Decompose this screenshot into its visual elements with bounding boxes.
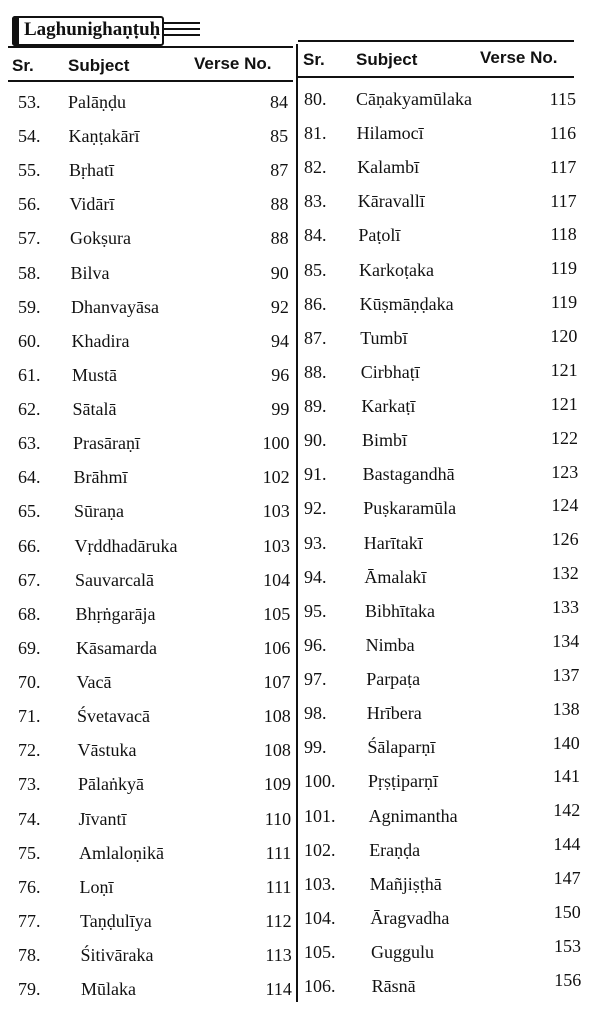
table-row xyxy=(18,876,292,907)
serial-number: 97. xyxy=(304,669,327,690)
verse-number: 121 xyxy=(550,393,578,414)
table-row xyxy=(18,467,288,497)
subject-name: Bastagandhā xyxy=(362,464,455,485)
verse-number: 147 xyxy=(553,868,581,888)
verse-number: 117 xyxy=(550,156,577,177)
table-row xyxy=(304,901,581,938)
serial-number: 76. xyxy=(18,876,41,897)
verse-number: 133 xyxy=(552,597,579,618)
table-row xyxy=(304,766,580,801)
serial-number: 89. xyxy=(304,396,327,417)
subject-name: Taṇḍulīya xyxy=(80,910,152,931)
subject-name: Hrībera xyxy=(366,703,422,724)
subject-name: Mustā xyxy=(72,364,117,385)
serial-number: 62. xyxy=(18,399,41,420)
table-row xyxy=(18,160,288,190)
verse-number: 106 xyxy=(263,637,291,658)
table-row xyxy=(18,979,292,1009)
subject-name: Loṇī xyxy=(79,876,114,897)
verse-number: 122 xyxy=(551,427,578,448)
subject-name: Bimbī xyxy=(362,430,408,451)
verse-number: 144 xyxy=(553,834,581,855)
subject-name: Bṛhatī xyxy=(69,160,114,181)
table-row xyxy=(18,842,292,873)
subject-name: Śvetavacā xyxy=(77,706,150,727)
subject-name: Vidārī xyxy=(69,194,115,215)
serial-number: 54. xyxy=(18,126,41,147)
table-row xyxy=(304,698,580,733)
subject-name: Cāṇakyamūlaka xyxy=(356,89,472,109)
verse-number: 123 xyxy=(551,461,579,482)
verse-number: 115 xyxy=(549,89,576,109)
subject-name: Brāhmī xyxy=(73,467,128,488)
table-row xyxy=(18,263,288,293)
serial-number: 101. xyxy=(304,805,336,826)
verse-number: 92 xyxy=(270,296,289,317)
table-row xyxy=(304,89,574,119)
serial-number: 56. xyxy=(18,194,41,215)
verse-number: 88 xyxy=(270,228,289,249)
verse-number: 111 xyxy=(265,876,292,897)
subject-name: Vacā xyxy=(76,672,112,693)
serial-number: 88. xyxy=(304,361,327,382)
subject-name: Eraṇḍa xyxy=(369,839,421,860)
serial-number: 67. xyxy=(18,569,41,590)
subject-name: Karkoṭaka xyxy=(359,259,434,280)
table-row xyxy=(304,935,581,972)
verse-number: 126 xyxy=(551,529,579,550)
subject-name: Nimba xyxy=(365,634,415,655)
table-row xyxy=(18,637,291,668)
verse-number: 109 xyxy=(264,774,291,795)
verse-number: 110 xyxy=(264,808,292,829)
verse-number: 100 xyxy=(262,433,290,454)
verse-number: 104 xyxy=(263,569,291,590)
table-row xyxy=(18,399,288,429)
serial-number: 60. xyxy=(18,330,41,351)
subject-name: Bibhītaka xyxy=(365,600,435,621)
subject-name: Cirbhaṭī xyxy=(360,361,420,382)
serial-number: 83. xyxy=(304,191,327,212)
table-row xyxy=(304,224,577,255)
header-verse-right: Verse No. xyxy=(480,48,558,67)
serial-number: 77. xyxy=(18,910,41,931)
subject-name: Dhanvayāsa xyxy=(71,296,159,317)
table-row xyxy=(304,529,579,563)
header-verse-left: Verse No. xyxy=(194,54,272,73)
subject-name: Karkaṭī xyxy=(361,396,416,417)
table-row xyxy=(304,122,577,153)
serial-number: 69. xyxy=(18,637,41,658)
serial-number: 68. xyxy=(18,603,41,624)
table-row xyxy=(18,126,288,156)
serial-number: 71. xyxy=(18,706,41,727)
table-row xyxy=(304,732,580,767)
serial-number: 74. xyxy=(18,808,41,829)
subject-name: Palāṇḍu xyxy=(68,92,126,112)
verse-number: 108 xyxy=(263,706,291,727)
table-row xyxy=(18,501,288,531)
serial-number: 94. xyxy=(304,566,327,587)
header-subject-left: Subject xyxy=(68,56,130,75)
serial-number: 93. xyxy=(304,532,327,553)
table-row xyxy=(304,156,577,187)
table-row xyxy=(18,228,288,258)
verse-number: 116 xyxy=(549,122,577,143)
page-title: Laghunighaṇṭuḥ xyxy=(24,19,161,40)
verse-number: 112 xyxy=(265,910,292,931)
serial-number: 55. xyxy=(18,160,41,181)
subject-name: Āragvadha xyxy=(370,907,450,928)
table-row xyxy=(18,740,291,770)
table-row xyxy=(304,461,579,494)
table-row xyxy=(304,969,582,1006)
header-sr-right: Sr. xyxy=(303,50,325,69)
subject-name: Śālaparṇī xyxy=(367,737,436,758)
table-row xyxy=(18,297,288,327)
verse-number: 138 xyxy=(552,698,580,719)
serial-number: 73. xyxy=(18,774,41,795)
table-row xyxy=(18,706,291,736)
serial-number: 82. xyxy=(304,157,327,178)
subject-name: Hilamocī xyxy=(356,123,424,144)
table-row xyxy=(304,495,579,528)
table-row xyxy=(18,569,291,600)
verse-number: 140 xyxy=(552,732,580,753)
subject-name: Vāstuka xyxy=(77,740,137,761)
subject-name: Guggulu xyxy=(371,942,434,962)
verse-number: 103 xyxy=(262,501,290,522)
subject-name: Sātalā xyxy=(72,399,117,420)
verse-number: 114 xyxy=(265,979,292,1000)
verse-number: 113 xyxy=(265,945,292,965)
serial-number: 78. xyxy=(18,945,41,965)
table-row xyxy=(18,603,291,634)
verse-number: 119 xyxy=(550,258,577,279)
verse-number: 156 xyxy=(554,969,582,990)
subject-name: Agnimantha xyxy=(368,805,458,826)
serial-number: 98. xyxy=(304,703,327,724)
subject-name: Bhṛṅgarāja xyxy=(75,603,156,624)
verse-number: 141 xyxy=(553,766,580,787)
right-top-rule xyxy=(298,40,574,42)
table-row xyxy=(18,365,288,395)
serial-number: 81. xyxy=(304,123,327,144)
verse-number: 108 xyxy=(263,740,291,761)
subject-name: Kāsamarda xyxy=(76,637,157,658)
verse-number: 87 xyxy=(270,160,289,181)
verse-number: 153 xyxy=(554,935,581,956)
serial-number: 80. xyxy=(304,89,327,109)
subject-name: Sauvarcalā xyxy=(75,569,154,590)
subject-name: Pṛṣṭiparṇī xyxy=(368,771,438,792)
serial-number: 103. xyxy=(304,873,336,894)
serial-number: 99. xyxy=(304,737,327,758)
verse-number: 134 xyxy=(552,630,580,651)
subject-name: Parpaṭa xyxy=(366,669,421,690)
serial-number: 65. xyxy=(18,501,41,522)
serial-number: 90. xyxy=(304,430,327,451)
table-row xyxy=(304,868,581,904)
verse-number: 103 xyxy=(262,535,290,556)
left-header-rule xyxy=(8,80,293,82)
table-row xyxy=(18,536,288,566)
verse-number: 111 xyxy=(265,842,292,863)
table-row xyxy=(304,563,579,597)
subject-name: Tumbī xyxy=(360,327,408,348)
verse-number: 94 xyxy=(271,330,290,351)
subject-name: Mūlaka xyxy=(81,979,136,1000)
subject-name: Āmalakī xyxy=(364,566,427,587)
table-row xyxy=(304,800,581,836)
verse-number: 121 xyxy=(550,359,578,380)
subject-name: Puṣkaramūla xyxy=(363,498,457,519)
serial-number: 53. xyxy=(18,92,41,112)
table-row xyxy=(304,292,578,324)
column-divider xyxy=(296,44,298,1002)
serial-number: 104. xyxy=(304,907,336,928)
right-header-rule xyxy=(298,76,574,78)
verse-number: 150 xyxy=(553,901,581,922)
table-row xyxy=(304,630,580,665)
serial-number: 85. xyxy=(304,259,327,280)
serial-number: 66. xyxy=(18,535,41,556)
verse-number: 99 xyxy=(271,399,290,420)
serial-number: 84. xyxy=(304,225,327,246)
table-row xyxy=(304,427,578,460)
serial-number: 59. xyxy=(18,296,41,317)
table-row xyxy=(18,433,288,463)
verse-number: 120 xyxy=(550,326,578,347)
serial-number: 57. xyxy=(18,228,41,249)
serial-number: 86. xyxy=(304,293,327,314)
table-row xyxy=(304,834,581,870)
verse-number: 142 xyxy=(553,800,581,821)
table-row xyxy=(304,664,580,699)
subject-name: Kāravallī xyxy=(357,191,425,212)
subject-name: Harītakī xyxy=(363,532,423,553)
subject-name: Rāsnā xyxy=(371,976,416,997)
serial-number: 58. xyxy=(18,262,41,283)
serial-number: 72. xyxy=(18,740,41,761)
serial-number: 105. xyxy=(304,942,336,962)
subject-name: Vṛddhadāruka xyxy=(74,535,178,556)
verse-number: 102 xyxy=(262,467,290,488)
title-box xyxy=(12,16,164,46)
table-row xyxy=(18,910,292,941)
subject-name: Sūraṇa xyxy=(74,501,124,522)
serial-number: 106. xyxy=(304,976,336,997)
table-row xyxy=(18,92,288,122)
serial-number: 92. xyxy=(304,498,327,519)
verse-number: 88 xyxy=(270,194,289,215)
table-row xyxy=(18,774,291,804)
subject-name: Pālaṅkyā xyxy=(78,774,144,795)
subject-name: Gokṣura xyxy=(70,228,131,249)
title-decoration-lines xyxy=(164,22,200,40)
verse-number: 96 xyxy=(271,364,290,385)
table-row xyxy=(304,190,577,221)
header-subject-right: Subject xyxy=(356,50,418,69)
subject-name: Mañjiṣṭhā xyxy=(369,873,442,894)
verse-number: 84 xyxy=(270,92,288,112)
subject-name: Kalambī xyxy=(357,157,420,178)
serial-number: 96. xyxy=(304,634,327,655)
serial-number: 87. xyxy=(304,327,327,348)
table-row xyxy=(18,672,291,702)
subject-name: Kaṇṭakārī xyxy=(68,126,140,147)
serial-number: 100. xyxy=(304,771,336,792)
table-row xyxy=(18,808,292,839)
subject-name: Jīvantī xyxy=(78,808,127,829)
serial-number: 61. xyxy=(18,364,41,385)
serial-number: 95. xyxy=(304,600,327,621)
verse-number: 105 xyxy=(263,603,291,624)
verse-number: 132 xyxy=(551,563,579,584)
serial-number: 91. xyxy=(304,464,327,485)
table-row xyxy=(304,258,577,290)
verse-number: 118 xyxy=(550,224,577,245)
subject-name: Prasāraṇī xyxy=(73,433,140,454)
serial-number: 70. xyxy=(18,672,41,693)
table-row xyxy=(304,597,579,631)
table-header xyxy=(0,46,600,80)
table-row xyxy=(18,331,288,361)
subject-name: Khadira xyxy=(71,330,130,351)
verse-number: 137 xyxy=(552,664,580,685)
table-row xyxy=(18,194,288,224)
table-row xyxy=(304,326,578,358)
subject-name: Paṭolī xyxy=(358,225,401,246)
verse-number: 124 xyxy=(551,495,579,516)
serial-number: 79. xyxy=(18,979,41,1000)
subject-name: Amlaloṇikā xyxy=(79,842,164,863)
serial-number: 63. xyxy=(18,433,41,454)
subject-name: Śitivāraka xyxy=(80,945,154,965)
table-row xyxy=(304,359,578,392)
subject-name: Bilva xyxy=(70,262,110,283)
serial-number: 75. xyxy=(18,842,41,863)
verse-number: 117 xyxy=(550,190,577,211)
table-row xyxy=(18,945,292,975)
section-title-tab xyxy=(12,12,202,46)
header-sr-left: Sr. xyxy=(12,56,34,75)
verse-number: 107 xyxy=(263,672,291,693)
verse-number: 85 xyxy=(270,126,289,147)
table-row xyxy=(304,393,578,426)
serial-number: 102. xyxy=(304,839,336,860)
subject-name: Kūṣmāṇḍaka xyxy=(359,293,454,314)
verse-number: 90 xyxy=(270,262,289,283)
verse-number: 119 xyxy=(550,292,578,313)
serial-number: 64. xyxy=(18,467,41,488)
